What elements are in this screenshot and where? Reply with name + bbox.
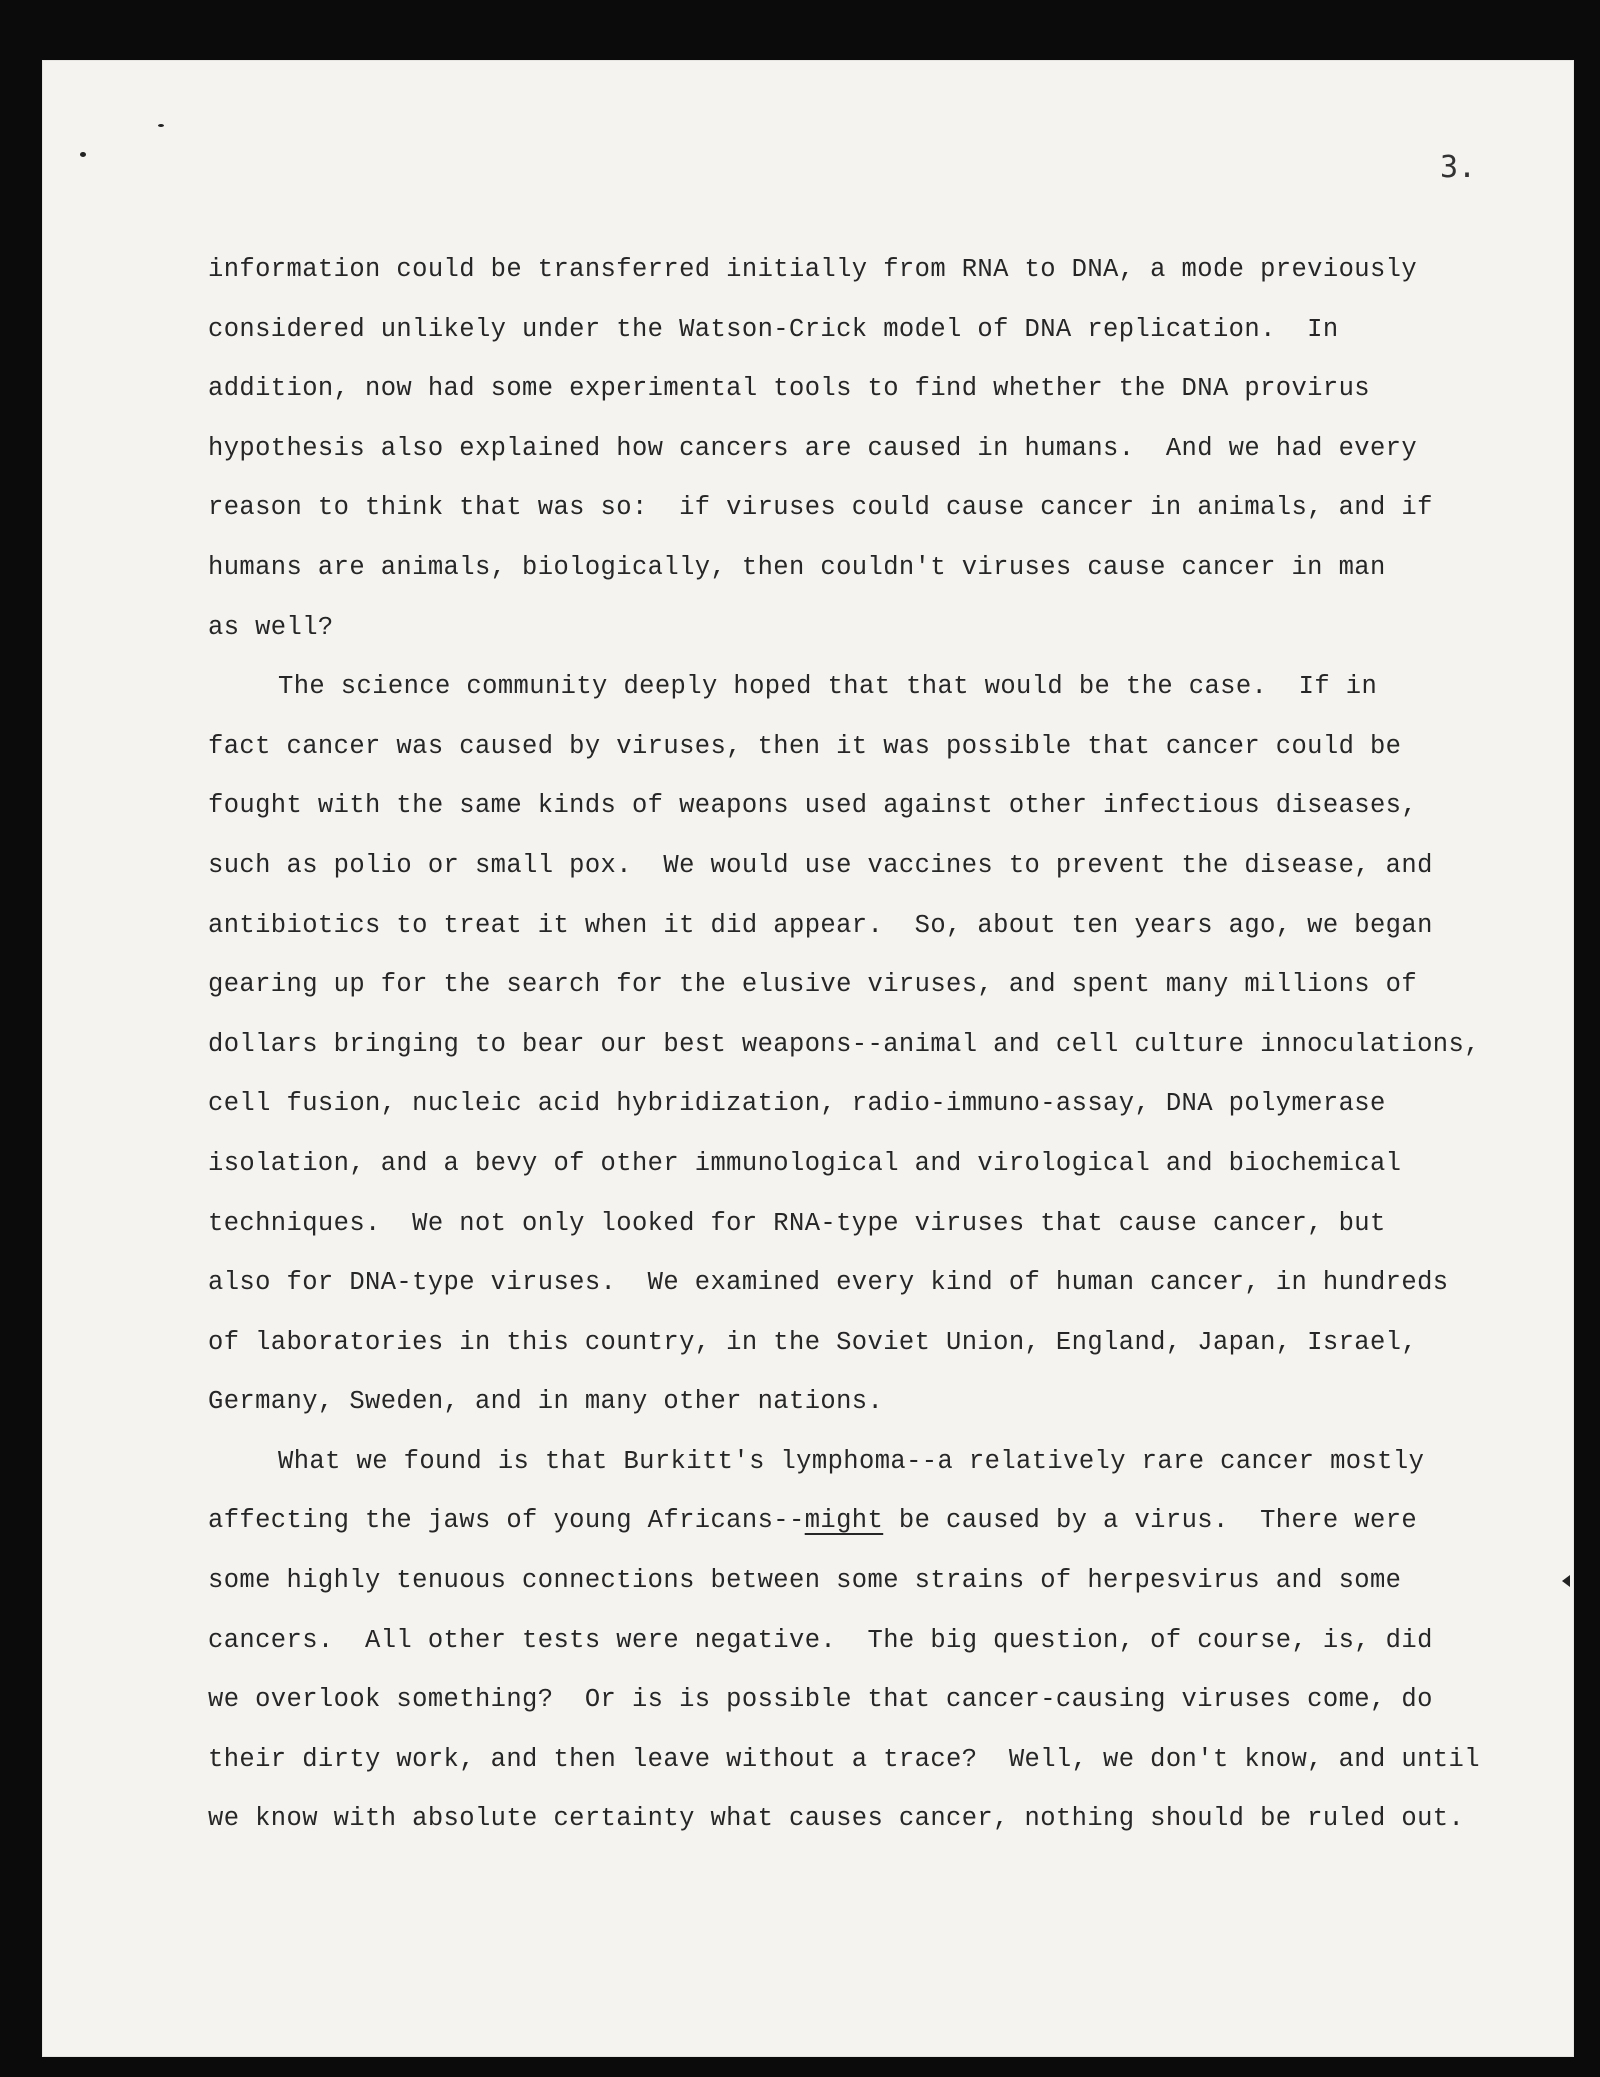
underlined-word: might <box>804 1506 884 1536</box>
text-line: of laboratories in this country, in the Soviet Union, England, Japan, Israel, <box>208 1327 1418 1357</box>
text-line: some highly tenuous connections between some strains of herpesvirus and some <box>208 1566 1402 1596</box>
text-line: information could be transferred initially from RNA to DNA, a mode previously <box>208 255 1418 284</box>
text-segment: be caused by a virus. There were <box>883 1506 1418 1536</box>
text-line: as well? <box>208 612 334 642</box>
text-line-with-underline <box>208 1491 1438 1551</box>
text-line: Germany, Sweden, and in many other nations. <box>208 1387 884 1417</box>
text-line: humans are animals, biologically, then couldn't viruses cause cancer in man <box>208 552 1386 582</box>
text-line: hypothesis also explained how cancers are caused in humans. And we had every <box>208 433 1418 463</box>
text-line: isolation, and a bevy of other immunological and virological and biochemical <box>208 1148 1402 1178</box>
text-line: What we found is that Burkitt's lymphoma--a relatively rare cancer mostly <box>278 1446 1425 1476</box>
edge-mark <box>1562 1575 1570 1587</box>
ink-speck <box>80 152 86 157</box>
text-line: addition, now had some experimental tools to find whether the DNA provirus <box>208 374 1370 404</box>
text-line: fought with the same kinds of weapons used against other infectious diseases, <box>208 791 1418 821</box>
text-line: gearing up for the search for the elusive viruses, and spent many millions of <box>208 970 1418 1000</box>
ink-speck <box>158 124 164 127</box>
text-segment: affecting the jaws of young Africans-- <box>208 1506 805 1536</box>
text-line: considered unlikely under the Watson-Crick model of DNA replication. In <box>208 314 1339 344</box>
paragraph-1 <box>208 240 1438 657</box>
text-line: reason to think that was so: if viruses could cause cancer in animals, and if <box>208 493 1433 523</box>
text-line: cancers. All other tests were negative. The big question, of course, is, did <box>208 1625 1433 1655</box>
paragraph-3 <box>208 1432 1480 1849</box>
text-line: such as polio or small pox. We would use vaccines to prevent the disease, and <box>208 850 1433 880</box>
text-line: fact cancer was caused by viruses, then it was possible that cancer could be <box>208 731 1402 761</box>
text-line: techniques. We not only looked for RNA-type viruses that cause cancer, but <box>208 1208 1386 1238</box>
text-line: we overlook something? Or is is possible that cancer-causing viruses come, do <box>208 1685 1433 1715</box>
paragraph-2 <box>208 657 1480 1432</box>
document-body <box>208 240 1480 1849</box>
page-number: 3. <box>1440 150 1477 185</box>
text-line: The science community deeply hoped that that would be the case. If in <box>278 672 1378 702</box>
text-line: we know with absolute certainty what causes cancer, nothing should be ruled out. <box>208 1804 1465 1834</box>
text-line: antibiotics to treat it when it did appear. So, about ten years ago, we began <box>208 910 1433 940</box>
text-line: their dirty work, and then leave without a trace? Well, we don't know, and until <box>208 1744 1480 1774</box>
text-line: cell fusion, nucleic acid hybridization, radio-immuno-assay, DNA polymerase <box>208 1089 1386 1119</box>
text-line: also for DNA-type viruses. We examined every kind of human cancer, in hundreds <box>208 1268 1449 1298</box>
text-line: dollars bringing to bear our best weapons--animal and cell culture innoculations, <box>208 1029 1480 1059</box>
